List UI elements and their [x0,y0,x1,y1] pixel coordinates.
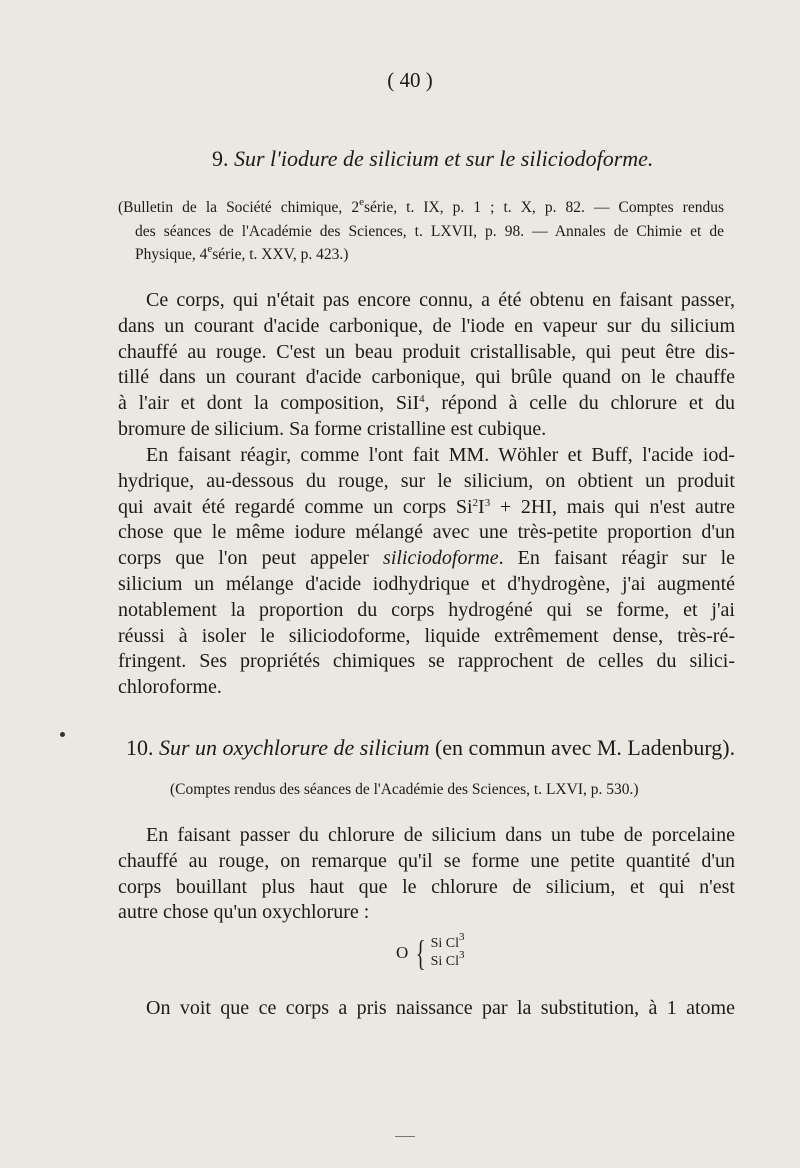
footer-rule [395,1136,415,1137]
section-9-number: 9. [212,146,229,171]
term-siliciodoforme: siliciodoforme [383,547,499,570]
section-10-reference [170,778,730,802]
formula-oxygen: O [396,943,409,962]
section-9-paragraph-2 [118,443,735,701]
section-9-heading [212,146,800,172]
text-line: En faisant réagir, comme l'ont fait MM. Wöhler et Buff, l'acide iod- [146,444,735,466]
section-9-title: Sur l'iodure de silicium et sur le siliciodoforme. [234,146,654,171]
formula-row: Si Cl$^3$ [430,949,465,969]
section-9-paragraph-1 [118,288,735,443]
text-line: On voit que ce corps a pris naissance par la substitution, à 1 atome [146,997,735,1019]
text-line: à l'air et dont la composition, SiI$^4$, répond à celle du chlorure et du [118,392,736,415]
text-line: réussi à isoler le siliciodoforme, liquide extrêmement dense, très-ré- [118,624,735,647]
text-line: chose que le même iodure mélangé avec une très-petite proportion d'un [118,521,735,544]
formula-row: Si Cl$^3$ [430,931,465,951]
text-line: chauffé au rouge, on remarque qu'il se forme une petite quantité d'un [118,849,735,872]
text-line: En faisant passer du chlorure de silicium dans un tube de porcelaine [146,824,735,846]
section-10-number: 10. [126,735,154,760]
text-line: silicium un mélange d'acide iodhydrique et d'hydrogène, j'ai augmenté [118,572,735,595]
section-9-reference [118,196,724,267]
text-line: corps bouillant plus haut que le chlorure de silicium, et qui n'est [118,875,735,898]
section-10-paragraph-1 [118,823,735,926]
text-line: fringent. Ses propriétés chimiques se rapprochent de celles du silici- [118,650,735,673]
section-10-heading [126,735,736,761]
section-10-title: Sur un oxychlorure de silicium [159,735,430,760]
reference-line: (Comptes rendus des séances de l'Académie des Sciences, t. LXVI, p. 530.) [170,781,639,798]
text-line: hydrique, au-dessous du rouge, sur le silicium, on obtient un produit [118,469,735,492]
text-line: notablement la proportion du corps hydrogéné qui se forme, et j'ai [118,598,735,621]
text-line: bromure de silicium. Sa forme cristalline est cubique. [118,417,547,440]
reference-line: (Bulletin de la Société chimique, 2esérie, t. IX, p. 1 ; t. X, p. 82. — Comptes rendus [118,196,724,216]
page-number: ( 40 ) [387,68,433,92]
text-line: corps que l'on peut appeler siliciodoforme. En faisant réagir sur le [118,547,735,570]
text-line: chauffé au rouge. C'est un beau produit cristallisable, qui peut être dis- [118,340,735,363]
text-line: tillé dans un courant d'acide carbonique, qui brûle quand on le chauffe [118,366,735,389]
text-line: autre chose qu'un oxychlorure : [118,901,370,924]
section-10-paragraph-2 [118,996,735,1022]
text-line: Ce corps, qui n'était pas encore connu, a été obtenu en faisant passer, [146,289,735,311]
text-line: qui avait été regardé comme un corps $Si^2I^3 + 2HI$, mais qui n'est autre [118,495,735,518]
formula-brace: { [416,933,426,973]
text-line: chloroforme. [118,676,222,699]
oxychloride-formula [396,931,465,973]
reference-line: des séances de l'Académie des Sciences, t. LXVII, p. 98. — Annales de Chimie et de [135,222,724,240]
text-line: dans un courant d'acide carbonique, de l'iode en vapeur sur du silicium [118,314,735,337]
section-10-title-rest: (en commun avec M. Ladenburg). [434,735,736,760]
reference-line: Physique, 4esérie, t. XXV, p. 423.) [135,243,349,263]
margin-mark [60,732,65,737]
